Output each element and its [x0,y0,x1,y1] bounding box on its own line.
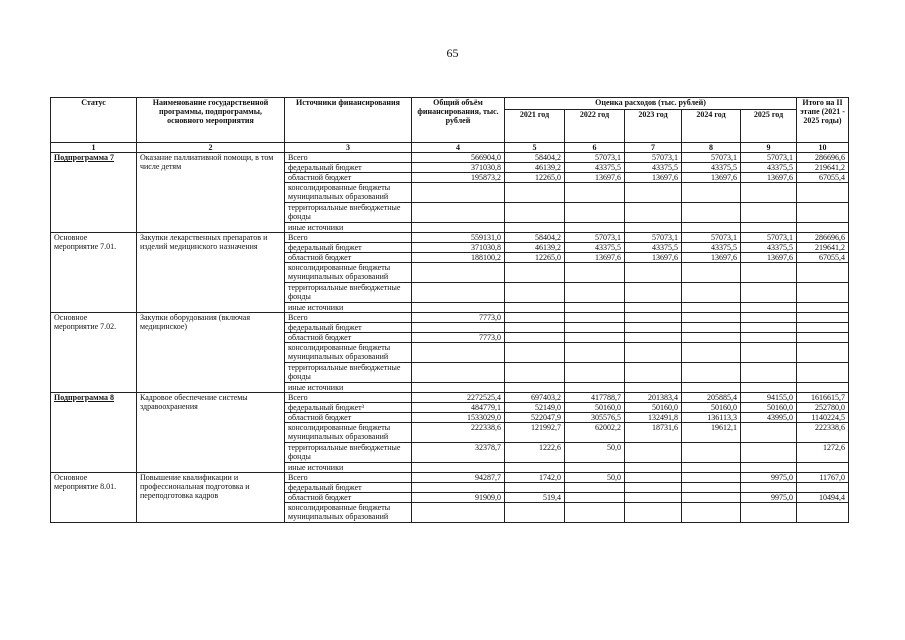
header-year: 2024 год [682,110,741,143]
year-amount-cell [625,363,682,383]
year-amount-cell: 43375,5 [741,163,797,173]
table-header [51,98,849,143]
total-amount-cell: 94287,7 [412,473,505,483]
year-amount-cell [505,203,565,223]
stage-total-cell [797,223,849,233]
row-status: Подпрограмма 7 [51,153,137,233]
row-program-name: Закупки лекарственных препаратов и изделий медицинского назначения [137,233,285,313]
year-amount-cell [682,493,741,503]
header-status: Статус [51,98,137,143]
total-amount-cell [412,303,505,313]
year-amount-cell: 43375,5 [625,243,682,253]
year-amount-cell [565,313,625,323]
row-program-name: Закупки оборудования (включая медицинское) [137,313,285,393]
year-amount-cell [682,323,741,333]
year-amount-cell: 1222,6 [505,443,565,463]
year-amount-cell [625,303,682,313]
stage-total-cell [797,263,849,283]
funding-source: федеральный бюджет [285,163,412,173]
year-amount-cell: 57073,1 [565,233,625,243]
funding-source: Всего [285,393,412,403]
total-amount-cell: 91909,0 [412,493,505,503]
year-amount-cell [741,463,797,473]
funding-source: федеральный бюджет³ [285,403,412,413]
total-amount-cell: 32378,7 [412,443,505,463]
year-amount-cell [741,313,797,323]
year-amount-cell [625,283,682,303]
year-amount-cell: 305576,5 [565,413,625,423]
year-amount-cell [625,493,682,503]
year-amount-cell: 136113,3 [682,413,741,423]
year-amount-cell [682,363,741,383]
year-amount-cell [505,183,565,203]
funding-source: Всего [285,233,412,243]
total-amount-cell: 566904,0 [412,153,505,163]
year-amount-cell [505,323,565,333]
total-amount-cell: 371030,8 [412,243,505,253]
column-index: 10 [797,143,849,153]
table-body [51,143,849,523]
year-amount-cell: 43375,5 [625,163,682,173]
funding-source: областной бюджет [285,173,412,183]
stage-total-cell [797,333,849,343]
year-amount-cell [625,443,682,463]
year-amount-cell [741,323,797,333]
year-amount-cell [682,383,741,393]
year-amount-cell: 52149,0 [505,403,565,413]
year-amount-cell: 43375,5 [682,243,741,253]
stage-total-cell: 252780,0 [797,403,849,413]
year-amount-cell [741,383,797,393]
year-amount-cell: 43375,5 [741,243,797,253]
year-amount-cell: 13697,6 [741,253,797,263]
total-amount-cell: 559131,0 [412,233,505,243]
year-amount-cell: 58404,2 [505,153,565,163]
year-amount-cell [682,223,741,233]
total-amount-cell: 222338,6 [412,423,505,443]
year-amount-cell [625,313,682,323]
year-amount-cell: 13697,6 [741,173,797,183]
total-amount-cell: 7773,0 [412,313,505,323]
stage-total-cell [797,283,849,303]
year-amount-cell [565,383,625,393]
year-amount-cell [565,463,625,473]
stage-total-cell [797,183,849,203]
year-amount-cell: 43375,5 [565,243,625,253]
funding-source: консолидированные бюджеты муниципальных образований [285,343,412,363]
year-amount-cell: 62002,2 [565,423,625,443]
year-amount-cell: 58404,2 [505,233,565,243]
year-amount-cell [682,503,741,523]
budget-table [50,97,849,523]
year-amount-cell: 417788,7 [565,393,625,403]
stage-total-cell: 219641,2 [797,243,849,253]
column-index: 1 [51,143,137,153]
total-amount-cell: 484779,1 [412,403,505,413]
year-amount-cell [625,263,682,283]
year-amount-cell [565,303,625,313]
year-amount-cell: 9975,0 [741,493,797,503]
year-amount-cell [565,363,625,383]
year-amount-cell: 13697,6 [682,173,741,183]
year-amount-cell [505,313,565,323]
total-amount-cell: 2272525,4 [412,393,505,403]
year-amount-cell [565,503,625,523]
year-amount-cell [505,483,565,493]
funding-source: областной бюджет [285,333,412,343]
funding-source: территориальные внебюджетные фонды [285,363,412,383]
table-row [51,473,849,483]
row-program-name: Повышение квалификации и профессиональная подготовка и переподготовка кадров [137,473,285,523]
table-row [51,393,849,403]
year-amount-cell [565,283,625,303]
total-amount-cell [412,183,505,203]
funding-source: федеральный бюджет [285,483,412,493]
stage-total-cell [797,363,849,383]
year-amount-cell [741,483,797,493]
funding-source: областной бюджет [285,253,412,263]
row-status: Подпрограмма 8 [51,393,137,473]
year-amount-cell: 50,0 [565,473,625,483]
column-index-row [51,143,849,153]
column-index: 5 [505,143,565,153]
funding-source: территориальные внебюджетные фонды [285,203,412,223]
year-amount-cell [505,463,565,473]
stage-total-cell [797,503,849,523]
year-amount-cell [505,303,565,313]
year-amount-cell: 57073,1 [682,153,741,163]
funding-source: территориальные внебюджетные фонды [285,443,412,463]
year-amount-cell [625,323,682,333]
year-amount-cell [741,183,797,203]
year-amount-cell [505,283,565,303]
header-sources: Источники финансирования [285,98,412,143]
funding-source: консолидированные бюджеты муниципальных образований [285,263,412,283]
stage-total-cell [797,313,849,323]
total-amount-cell [412,223,505,233]
year-amount-cell [565,223,625,233]
year-amount-cell: 121992,7 [505,423,565,443]
year-amount-cell [741,363,797,383]
year-amount-cell: 50160,0 [565,403,625,413]
header-year: 2023 год [625,110,682,143]
year-amount-cell: 519,4 [505,493,565,503]
stage-total-cell: 219641,2 [797,163,849,173]
year-amount-cell: 1742,0 [505,473,565,483]
row-program-name: Оказание паллиативной помощи, в том числе детям [137,153,285,233]
stage-total-cell [797,483,849,493]
year-amount-cell [505,383,565,393]
stage-total-cell: 10494,4 [797,493,849,503]
year-amount-cell: 43375,5 [565,163,625,173]
year-amount-cell [625,483,682,493]
year-amount-cell [565,493,625,503]
year-amount-cell [505,363,565,383]
year-amount-cell [741,443,797,463]
year-amount-cell [625,383,682,393]
stage-total-cell: 1140224,5 [797,413,849,423]
year-amount-cell: 57073,1 [625,153,682,163]
year-amount-cell [565,323,625,333]
column-index: 4 [412,143,505,153]
year-amount-cell: 50160,0 [741,403,797,413]
year-amount-cell [565,183,625,203]
year-amount-cell: 57073,1 [565,153,625,163]
year-amount-cell [682,483,741,493]
column-index: 9 [741,143,797,153]
year-amount-cell [741,263,797,283]
funding-source: федеральный бюджет [285,243,412,253]
column-index: 8 [682,143,741,153]
funding-source: иные источники [285,223,412,233]
stage-total-cell: 286696,6 [797,233,849,243]
row-status: Основное мероприятие 7.01. [51,233,137,313]
year-amount-cell: 57073,1 [741,153,797,163]
header-stage-total: Итого на II этапе (2021 - 2025 годы) [797,98,849,143]
year-amount-cell: 205885,4 [682,393,741,403]
year-amount-cell [682,313,741,323]
funding-source: Всего [285,313,412,323]
year-amount-cell: 94155,0 [741,393,797,403]
year-amount-cell [565,203,625,223]
total-amount-cell [412,463,505,473]
header-name: Наименование государственной программы, подпрограммы, основного мероприятия [137,98,285,143]
year-amount-cell [741,333,797,343]
stage-total-cell [797,323,849,333]
year-amount-cell: 13697,6 [565,253,625,263]
year-amount-cell [625,183,682,203]
year-amount-cell [625,343,682,363]
header-year: 2022 год [565,110,625,143]
year-amount-cell [741,283,797,303]
total-amount-cell [412,203,505,223]
year-amount-cell: 57073,1 [741,233,797,243]
funding-source: территориальные внебюджетные фонды [285,283,412,303]
year-amount-cell: 9975,0 [741,473,797,483]
year-amount-cell [505,223,565,233]
year-amount-cell [682,283,741,303]
stage-total-cell: 1272,6 [797,443,849,463]
page-number: 65 [446,46,459,60]
total-amount-cell [412,263,505,283]
column-index: 7 [625,143,682,153]
total-amount-cell [412,343,505,363]
row-program-name: Кадровое обеспечение системы здравоохранения [137,393,285,473]
total-amount-cell [412,483,505,493]
year-amount-cell [741,423,797,443]
year-amount-cell [741,203,797,223]
year-amount-cell [625,223,682,233]
total-amount-cell: 371030,8 [412,163,505,173]
total-amount-cell: 7773,0 [412,333,505,343]
total-amount-cell [412,283,505,303]
total-amount-cell [412,383,505,393]
year-amount-cell [565,483,625,493]
row-status: Основное мероприятие 7.02. [51,313,137,393]
funding-source: областной бюджет [285,493,412,503]
stage-total-cell [797,303,849,313]
stage-total-cell: 11767,0 [797,473,849,483]
year-amount-cell: 697403,2 [505,393,565,403]
stage-total-cell: 67055,4 [797,173,849,183]
total-amount-cell: 188100,2 [412,253,505,263]
column-index: 2 [137,143,285,153]
year-amount-cell: 50,0 [565,443,625,463]
stage-total-cell [797,383,849,393]
year-amount-cell: 13697,6 [625,173,682,183]
year-amount-cell [741,503,797,523]
year-amount-cell: 43995,0 [741,413,797,423]
year-amount-cell: 19612,1 [682,423,741,443]
total-amount-cell [412,503,505,523]
table-row [51,153,849,163]
year-amount-cell [505,263,565,283]
stage-total-cell [797,203,849,223]
stage-total-cell: 222338,6 [797,423,849,443]
year-amount-cell [625,333,682,343]
total-amount-cell: 1533029,0 [412,413,505,423]
year-amount-cell: 132491,8 [625,413,682,423]
header-year: 2021 год [505,110,565,143]
funding-source: областной бюджет [285,413,412,423]
year-amount-cell [682,303,741,313]
year-amount-cell: 522047,9 [505,413,565,423]
total-amount-cell: 195873,2 [412,173,505,183]
year-amount-cell [565,333,625,343]
year-amount-cell: 12265,0 [505,253,565,263]
year-amount-cell: 50160,0 [625,403,682,413]
year-amount-cell [565,263,625,283]
year-amount-cell: 46139,2 [505,243,565,253]
year-amount-cell [505,503,565,523]
year-amount-cell [625,503,682,523]
funding-source: консолидированные бюджеты муниципальных образований [285,503,412,523]
year-amount-cell [505,343,565,363]
year-amount-cell [682,183,741,203]
year-amount-cell [505,333,565,343]
funding-source: иные источники [285,383,412,393]
column-index: 6 [565,143,625,153]
year-amount-cell [682,463,741,473]
year-amount-cell [682,203,741,223]
total-amount-cell [412,363,505,383]
total-amount-cell [412,323,505,333]
year-amount-cell [682,333,741,343]
year-amount-cell: 43375,5 [682,163,741,173]
year-amount-cell: 57073,1 [682,233,741,243]
funding-source: федеральный бюджет [285,323,412,333]
header-year: 2025 год [741,110,797,143]
funding-source: консолидированные бюджеты муниципальных образований [285,183,412,203]
year-amount-cell [682,263,741,283]
year-amount-cell: 57073,1 [625,233,682,243]
year-amount-cell: 13697,6 [625,253,682,263]
header-estimate: Оценка расходов (тыс. рублей) [505,98,797,110]
year-amount-cell [741,343,797,363]
year-amount-cell [741,223,797,233]
stage-total-cell: 286696,6 [797,153,849,163]
year-amount-cell [741,303,797,313]
year-amount-cell: 13697,6 [565,173,625,183]
year-amount-cell [682,473,741,483]
funding-source: иные источники [285,463,412,473]
column-index: 3 [285,143,412,153]
year-amount-cell [625,203,682,223]
funding-source: Всего [285,473,412,483]
year-amount-cell [682,343,741,363]
header-total: Общий объём финансирования, тыс. рублей [412,98,505,143]
stage-total-cell: 1616615,7 [797,393,849,403]
table-row [51,233,849,243]
year-amount-cell [565,343,625,363]
year-amount-cell: 13697,6 [682,253,741,263]
year-amount-cell [625,473,682,483]
funding-source: Всего [285,153,412,163]
year-amount-cell: 12265,0 [505,173,565,183]
funding-source: консолидированные бюджеты муниципальных образований [285,423,412,443]
table-row [51,313,849,323]
row-status: Основное мероприятие 8.01. [51,473,137,523]
year-amount-cell [682,443,741,463]
year-amount-cell: 46139,2 [505,163,565,173]
year-amount-cell: 201383,4 [625,393,682,403]
year-amount-cell [625,463,682,473]
year-amount-cell: 50160,0 [682,403,741,413]
stage-total-cell [797,463,849,473]
funding-source: иные источники [285,303,412,313]
year-amount-cell: 18731,6 [625,423,682,443]
stage-total-cell: 67055,4 [797,253,849,263]
stage-total-cell [797,343,849,363]
